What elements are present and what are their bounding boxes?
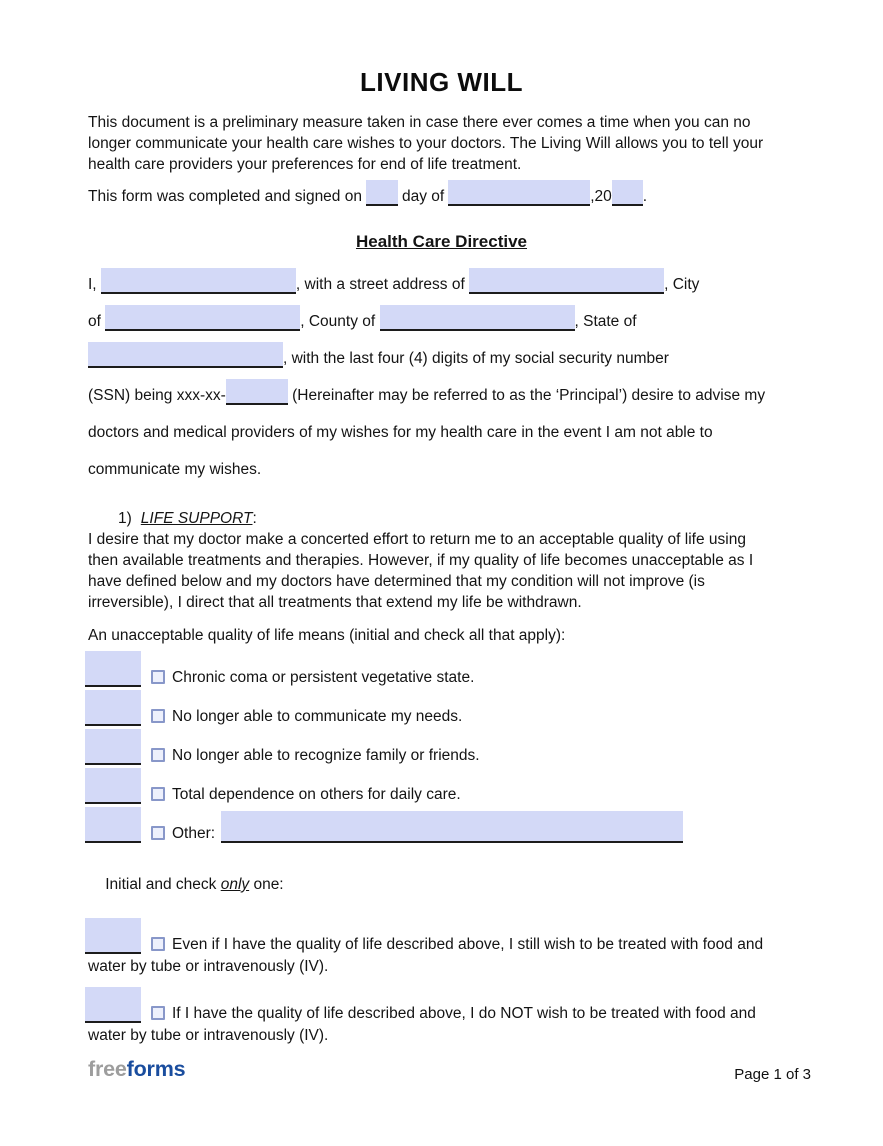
- option-row-chronic-coma: [88, 648, 795, 687]
- initials-field-recognize-family[interactable]: [85, 729, 141, 765]
- page-indicator: Page 1 of 3: [734, 1066, 811, 1083]
- signed-line-mid: day of: [401, 188, 445, 205]
- option-label: No longer able to recognize family or friends.: [172, 747, 480, 764]
- line6-text: communicate my wishes.: [88, 461, 262, 478]
- signed-line-year-prefix: ,20: [590, 188, 612, 205]
- checkbox-communicate-needs[interactable]: [151, 709, 165, 723]
- logo-text-free: free: [88, 1057, 127, 1081]
- page-title: LIVING WILL: [360, 67, 523, 97]
- checkbox-recognize-family[interactable]: [151, 748, 165, 762]
- line5-text: doctors and medical providers of my wishes for my health care in the event I am not able to: [88, 424, 713, 441]
- option-label: If I have the quality of life described above, I do NOT wish to be treated with food and: [172, 1005, 756, 1022]
- year-field[interactable]: [612, 180, 643, 206]
- signed-line-suffix: .: [642, 188, 648, 205]
- option-label: Total dependence on others for daily care.: [172, 786, 461, 803]
- exclusive-option-line2: water by tube or intravenously (IV).: [88, 1027, 329, 1044]
- line1-end: , City: [664, 276, 700, 293]
- only-prompt-post: one:: [249, 876, 284, 893]
- line3-end: , with the last four (4) digits of my social security number: [283, 350, 669, 367]
- line4-pre: (SSN) being xxx-xx-: [88, 387, 226, 404]
- option-label: Chronic coma or persistent vegetative state.: [172, 669, 475, 686]
- street-address-field[interactable]: [469, 268, 664, 294]
- checkbox-chronic-coma[interactable]: [151, 670, 165, 684]
- checkbox-feeding-no[interactable]: [151, 1006, 165, 1020]
- initials-field-other[interactable]: [85, 807, 141, 843]
- section-title: LIFE SUPPORT: [140, 510, 253, 527]
- life-support-line: have defined below and my doctors have determined that my condition will not improve (is: [88, 573, 705, 590]
- option-label: Other:: [172, 825, 216, 842]
- principal-line-6: [88, 442, 795, 479]
- only-prompt-emphasis: only: [220, 876, 250, 893]
- life-support-paragraph: [88, 529, 795, 613]
- signed-date-line: [88, 180, 795, 206]
- line2-mid: , County of: [300, 313, 380, 330]
- initial-only-one-prompt: [88, 856, 795, 913]
- county-field[interactable]: [380, 305, 575, 331]
- checkbox-other[interactable]: [151, 826, 165, 840]
- document-page: [88, 0, 795, 1046]
- line4-end: (Hereinafter may be referred to as the ‘Principal’) desire to advise my: [287, 387, 766, 404]
- life-support-line: irreversible), I direct that all treatments that extend my life be withdrawn.: [88, 594, 582, 611]
- option-row-recognize-family: [88, 726, 795, 765]
- other-text-field[interactable]: [221, 811, 683, 843]
- exclusive-option-line1: [88, 987, 795, 1023]
- option-label: Even if I have the quality of life described above, I still wish to be treated with food and: [172, 936, 764, 953]
- exclusive-option-line1: [88, 918, 795, 954]
- line1-mid: , with a street address of: [295, 276, 470, 293]
- checkbox-total-dependence[interactable]: [151, 787, 165, 801]
- line2-pre: of: [88, 313, 106, 330]
- initials-field-feeding-yes[interactable]: [85, 918, 141, 954]
- initials-field-communicate-needs[interactable]: [85, 690, 141, 726]
- quality-of-life-prompt: An unacceptable quality of life means (initial and check all that apply):: [88, 627, 566, 644]
- option-row-other: [88, 804, 795, 843]
- checkbox-feeding-yes[interactable]: [151, 937, 165, 951]
- intro-paragraph: [88, 112, 795, 175]
- section-title-colon: :: [252, 510, 257, 527]
- section-heading-life-support: [88, 509, 795, 528]
- exclusive-option-feeding-yes: [88, 918, 795, 977]
- signed-line-prefix: This form was completed and signed on: [88, 188, 362, 205]
- life-support-line: then available treatments and therapies. However, if my quality of life becomes unacceptable as I: [88, 552, 754, 569]
- section-number: 1): [118, 510, 132, 527]
- day-field[interactable]: [366, 180, 398, 206]
- state-field[interactable]: [88, 342, 283, 368]
- principal-line-5: [88, 405, 795, 442]
- principal-line-1: [88, 257, 795, 294]
- quality-options-list: [88, 648, 795, 843]
- intro-line: longer communicate your health care wishes to your doctors. The Living Will allows you to tell your: [88, 135, 764, 152]
- line1-pre: I,: [88, 276, 101, 293]
- principal-line-3: [88, 331, 795, 368]
- logo-text-forms: forms: [126, 1057, 186, 1081]
- initials-field-chronic-coma[interactable]: [85, 651, 141, 687]
- option-row-total-dependence: [88, 765, 795, 804]
- freeforms-logo: [88, 1057, 185, 1082]
- principal-line-4: [88, 368, 795, 405]
- section-heading-health-care-directive: Health Care Directive: [355, 232, 528, 251]
- intro-line: This document is a preliminary measure taken in case there ever comes a time when you can no: [88, 114, 751, 131]
- only-prompt-pre: Initial and check: [105, 876, 221, 893]
- line2-end: , State of: [574, 313, 637, 330]
- option-row-communicate-needs: [88, 687, 795, 726]
- ssn-last4-field[interactable]: [226, 379, 288, 405]
- option-label: No longer able to communicate my needs.: [172, 708, 463, 725]
- exclusive-option-line2: water by tube or intravenously (IV).: [88, 958, 329, 975]
- principal-name-field[interactable]: [101, 268, 296, 294]
- initials-field-total-dependence[interactable]: [85, 768, 141, 804]
- exclusive-option-feeding-no: [88, 987, 795, 1046]
- principal-info-block: [88, 257, 795, 479]
- life-support-line: I desire that my doctor make a concerted effort to return me to an acceptable quality of life using: [88, 531, 746, 548]
- month-field[interactable]: [448, 180, 590, 206]
- city-field[interactable]: [105, 305, 300, 331]
- initials-field-feeding-no[interactable]: [85, 987, 141, 1023]
- intro-line: health care providers your preferences for end of life treatment.: [88, 156, 522, 173]
- principal-line-2: [88, 294, 795, 331]
